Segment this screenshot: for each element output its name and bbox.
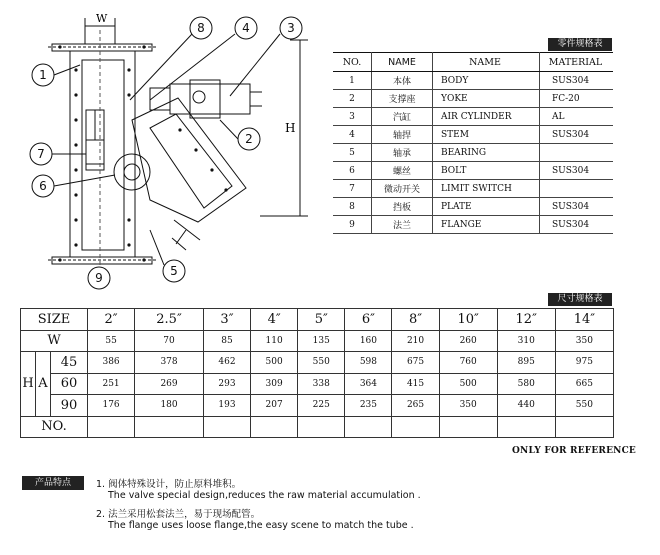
table-row [333,144,613,162]
h-value: 225 [298,395,345,417]
part-material: SUS304 [540,198,614,216]
w-value: 350 [555,330,613,352]
part-name-en: LIMIT SWITCH [433,180,540,198]
w-row [21,330,614,352]
parts-table [333,52,613,234]
part-no: 5 [333,144,372,162]
part-material [540,144,614,162]
callout-4: 4 [242,21,250,35]
part-name-en: AIR CYLINDER [433,108,540,126]
table-row [333,72,613,90]
h-value: 176 [88,395,135,417]
callout-9: 9 [95,271,103,285]
w-value: 310 [497,330,555,352]
part-name-en: BEARING [433,144,540,162]
part-name-cn: 汽缸 [372,108,433,126]
callout-6: 6 [39,179,47,193]
h-value: 378 [135,352,204,374]
part-name-en: YOKE [433,90,540,108]
callout-2: 2 [245,132,253,146]
w-value: 110 [251,330,298,352]
parts-header-row [333,53,613,72]
part-no: 8 [333,198,372,216]
part-name-cn: 本体 [372,72,433,90]
part-name-en: STEM [433,126,540,144]
h-row [21,373,614,395]
h-value: 580 [497,373,555,395]
part-material: SUS304 [540,162,614,180]
w-value: 85 [203,330,250,352]
table-row [333,90,613,108]
size-column: 14″ [555,309,613,331]
h-label: H [21,352,36,417]
callout-5: 5 [170,264,178,278]
h-value: 350 [439,395,497,417]
size-column: 2.5″ [135,309,204,331]
part-name-cn: 螺丝 [372,162,433,180]
w-value: 160 [345,330,392,352]
angle-value: 60 [51,373,88,395]
w-value: 260 [439,330,497,352]
size-label: SIZE [21,309,88,331]
table-row [333,180,613,198]
callout-7: 7 [37,147,45,161]
part-no: 3 [333,108,372,126]
table-row [333,162,613,180]
header-name-en: NAME [433,53,540,72]
feature-2-en: The flange uses loose flange,the easy scene to match the tube . [108,520,414,531]
no-cell [251,416,298,438]
size-column: 12″ [497,309,555,331]
h-value: 440 [497,395,555,417]
no-cell [203,416,250,438]
size-column: 4″ [251,309,298,331]
h-value: 500 [439,373,497,395]
callout-8: 8 [197,21,205,35]
no-cell [88,416,135,438]
part-material: SUS304 [540,126,614,144]
w-value: 210 [392,330,439,352]
part-name-en: PLATE [433,198,540,216]
no-cell [439,416,497,438]
w-value: 135 [298,330,345,352]
angle-value: 45 [51,352,88,374]
callout-3: 3 [287,21,295,35]
part-name-cn: 支撑座 [372,90,433,108]
w-label: W [21,330,88,352]
h-value: 598 [345,352,392,374]
h-value: 235 [345,395,392,417]
h-value: 415 [392,373,439,395]
no-cell [555,416,613,438]
dimension-h-label: H [285,121,296,135]
part-no: 7 [333,180,372,198]
part-no: 1 [333,72,372,90]
h-value: 462 [203,352,250,374]
h-value: 180 [135,395,204,417]
size-header-row [21,309,614,331]
h-value: 251 [88,373,135,395]
feature-2-cn: 2. 法兰采用松套法兰，易于现场配管。 [96,509,261,520]
part-name-cn: 轴承 [372,144,433,162]
part-material: AL [540,108,614,126]
h-value: 293 [203,373,250,395]
size-table-caption: 尺寸规格表 [548,293,612,306]
no-cell [298,416,345,438]
angle-value: 90 [51,395,88,417]
h-value: 386 [88,352,135,374]
part-no: 2 [333,90,372,108]
dimension-w-label: W [96,12,108,25]
no-cell [497,416,555,438]
table-row [333,216,613,234]
header-no: NO. [333,53,372,72]
no-cell [345,416,392,438]
w-value: 55 [88,330,135,352]
h-value: 975 [555,352,613,374]
h-value: 338 [298,373,345,395]
valve-technical-drawing [0,0,330,300]
header-name-cn: NAME [372,53,433,72]
h-row [21,395,614,417]
features-badge: 产品特点 [22,476,84,490]
part-material: FC-20 [540,90,614,108]
h-row [21,352,614,374]
no-cell [392,416,439,438]
part-name-cn: 法兰 [372,216,433,234]
h-value: 207 [251,395,298,417]
part-name-cn: 挡板 [372,198,433,216]
reference-note: ONLY FOR REFERENCE [512,446,636,456]
size-table [20,308,614,438]
part-name-cn: 微动开关 [372,180,433,198]
part-material: SUS304 [540,72,614,90]
parts-table-caption: 零件规格表 [548,38,612,51]
part-name-cn: 轴捍 [372,126,433,144]
part-name-en: BOLT [433,162,540,180]
table-row [333,198,613,216]
h-value: 364 [345,373,392,395]
table-row [333,126,613,144]
h-value: 760 [439,352,497,374]
callout-1: 1 [39,68,47,82]
part-no: 9 [333,216,372,234]
part-no: 6 [333,162,372,180]
h-value: 665 [555,373,613,395]
size-column: 5″ [298,309,345,331]
h-value: 675 [392,352,439,374]
feature-1-cn: 1. 阀体特殊设计，防止原料堆积。 [96,479,242,490]
h-value: 309 [251,373,298,395]
size-column: 6″ [345,309,392,331]
size-column: 2″ [88,309,135,331]
size-column: 10″ [439,309,497,331]
no-label: NO. [21,416,88,438]
part-material: SUS304 [540,216,614,234]
h-value: 500 [251,352,298,374]
header-material: MATERIAL [540,53,614,72]
no-cell [135,416,204,438]
feature-1-en: The valve special design,reduces the raw material accumulation . [108,490,421,501]
table-row [333,108,613,126]
h-value: 193 [203,395,250,417]
h-value: 269 [135,373,204,395]
no-row [21,416,614,438]
h-value: 265 [392,395,439,417]
w-value: 70 [135,330,204,352]
h-value: 895 [497,352,555,374]
h-value: 550 [298,352,345,374]
part-name-en: FLANGE [433,216,540,234]
size-column: 8″ [392,309,439,331]
part-name-en: BODY [433,72,540,90]
a-label: A [36,352,51,417]
part-material [540,180,614,198]
h-value: 550 [555,395,613,417]
size-column: 3″ [203,309,250,331]
part-no: 4 [333,126,372,144]
